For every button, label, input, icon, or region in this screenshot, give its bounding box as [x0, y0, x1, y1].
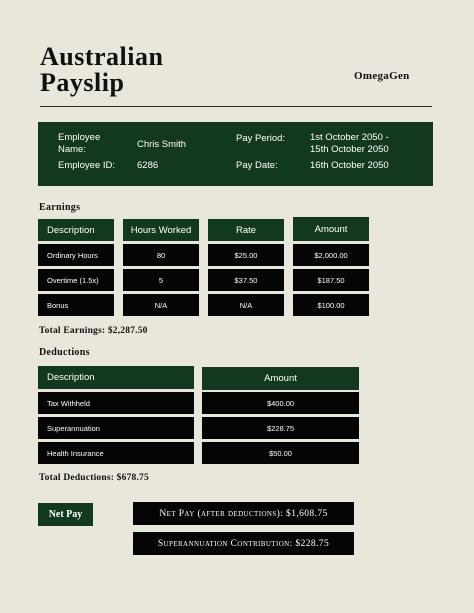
- earnings-row-1-rate: $25.00: [208, 244, 284, 266]
- deductions-row-2-amount: $228.75: [202, 417, 359, 439]
- employee-id-value: 6286: [137, 160, 159, 171]
- earnings-row-3-amount: $100.00: [293, 294, 369, 316]
- earnings-row-3-description: Bonus: [38, 294, 114, 316]
- earnings-row-1-amount: $2,000.00: [293, 244, 369, 266]
- employee-id-label: Employee ID:: [58, 160, 116, 171]
- pay-date-label: Pay Date:: [236, 160, 278, 171]
- deductions-row-3-amount: $50.00: [202, 442, 359, 464]
- company-name: OmegaGen: [354, 70, 410, 82]
- deductions-row-3-description: Health Insurance: [38, 442, 194, 464]
- deductions-header-description: Description: [38, 366, 194, 389]
- superannuation-contribution-box: Superannuation Contribution: $228.75: [133, 532, 354, 555]
- earnings-row-2-rate: $37.50: [208, 269, 284, 291]
- page-title: [40, 44, 260, 96]
- total-earnings: Total Earnings: $2,287.50: [39, 326, 148, 336]
- deductions-heading: Deductions: [39, 347, 90, 358]
- earnings-row-1-hours: 80: [123, 244, 199, 266]
- net-pay-label: Net Pay: [38, 503, 93, 526]
- total-deductions: Total Deductions: $678.75: [39, 473, 149, 483]
- employee-name-value: Chris Smith: [137, 139, 187, 150]
- net-pay-box: Net Pay (after deductions): $1,608.75: [133, 502, 354, 525]
- earnings-row-3-rate: N/A: [208, 294, 284, 316]
- pay-period-value: [310, 132, 389, 156]
- earnings-row-3-hours: N/A: [123, 294, 199, 316]
- pay-period-line1: 1st October 2050 -: [310, 132, 389, 143]
- pay-date-value: 16th October 2050: [310, 160, 389, 171]
- earnings-row-2-hours: 5: [123, 269, 199, 291]
- earnings-header-description: Description: [38, 219, 114, 241]
- pay-period-line2: 15th October 2050: [310, 144, 389, 155]
- deductions-row-1-description: Tax Withheld: [38, 392, 194, 414]
- earnings-header-hours: Hours Worked: [123, 219, 199, 241]
- page-title-line1: Australian: [40, 42, 164, 71]
- page-title-line2: Payslip: [40, 68, 125, 97]
- pay-period-label: Pay Period:: [236, 133, 286, 144]
- earnings-heading: Earnings: [39, 202, 81, 213]
- employee-name-label-line1: Employee: [58, 132, 101, 143]
- deductions-row-1-amount: $400.00: [202, 392, 359, 414]
- earnings-row-2-amount: $187.50: [293, 269, 369, 291]
- deductions-header-amount: Amount: [202, 367, 359, 390]
- employee-info-panel: [38, 122, 433, 186]
- employee-name-label: [58, 132, 100, 156]
- earnings-row-1-description: Ordinary Hours: [38, 244, 114, 266]
- employee-name-label-line2: Name:: [58, 144, 86, 155]
- earnings-row-2-description: Overtime (1.5x): [38, 269, 114, 291]
- earnings-header-rate: Rate: [208, 219, 284, 241]
- header-divider: [40, 106, 432, 107]
- deductions-row-2-description: Superannuation: [38, 417, 194, 439]
- earnings-header-amount: Amount: [293, 217, 369, 241]
